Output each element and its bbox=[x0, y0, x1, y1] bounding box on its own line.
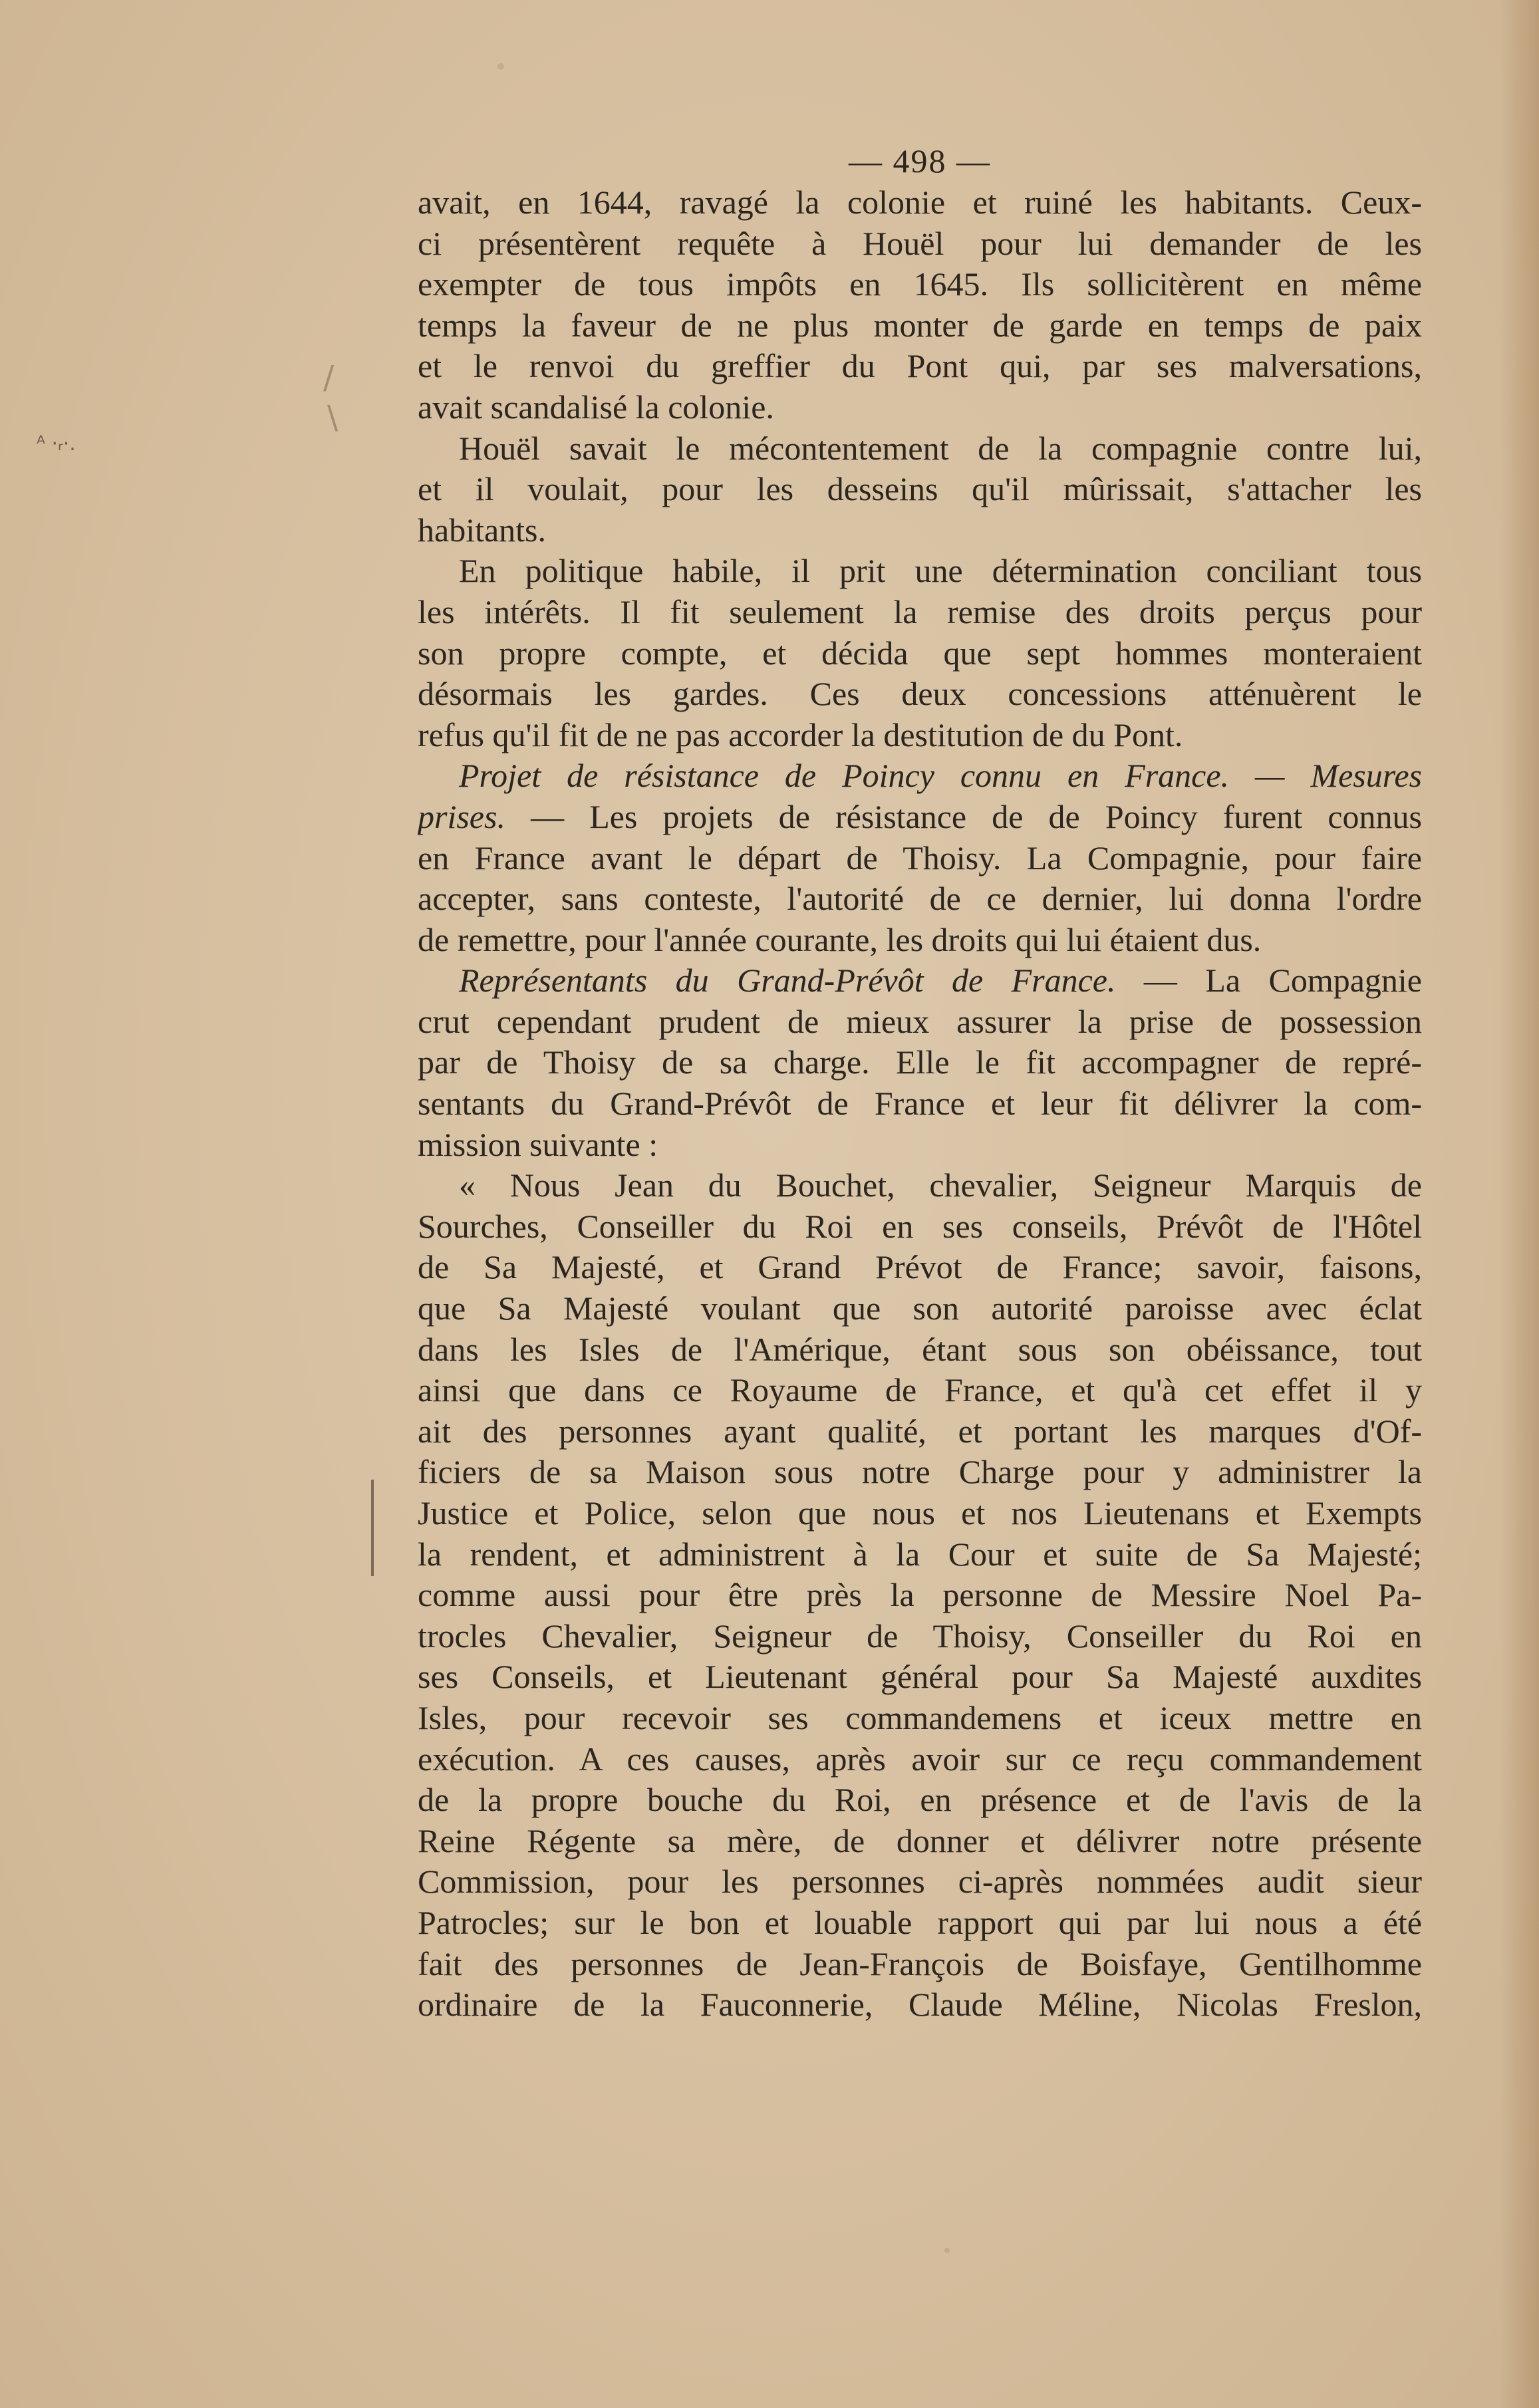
margin-pencil-mark: ᴬ ·ᵣ·. bbox=[37, 432, 76, 456]
page-edge-shadow bbox=[1499, 0, 1539, 2408]
text-run: — La Compagnie bbox=[1115, 962, 1422, 1000]
text-line: comme aussi pour être près la personne de Messire Noel Pa- bbox=[418, 1576, 1422, 1614]
section-heading-line bbox=[418, 755, 1422, 797]
text-line: dans les Isles de l'Amérique, étant sous son obéissance, tout bbox=[418, 1330, 1422, 1368]
text-line: ci présentèrent requête à Houël pour lui demander de les bbox=[418, 224, 1422, 262]
section-heading: Représentants du Grand-Prévôt de France. bbox=[459, 962, 1116, 1000]
margin-vertical-line bbox=[371, 1480, 374, 1576]
text-line: habitants. bbox=[418, 511, 547, 549]
text-line: fait des personnes de Jean-François de Boisfaye, Gentilhomme bbox=[418, 1944, 1422, 1982]
text-line: Patrocles; sur le bon et louable rapport qui par lui nous a été bbox=[418, 1903, 1422, 1941]
paper-stain bbox=[497, 63, 504, 70]
text-line: de la propre bouche du Roi, en présence et de l'avis de la bbox=[418, 1781, 1422, 1819]
text-line: crut cependant prudent de mieux assurer la prise de possession bbox=[418, 1002, 1422, 1040]
text-line: ait des personnes ayant qualité, et portant les marques d'Of- bbox=[418, 1412, 1422, 1450]
text-line: mission suivante : bbox=[418, 1125, 658, 1163]
text-line bbox=[418, 960, 1422, 1002]
paper-stain bbox=[944, 2248, 950, 2253]
text-line: ses Conseils, et Lieutenant général pour Sa Majesté auxdites bbox=[418, 1658, 1422, 1696]
margin-pencil-mark: / bbox=[323, 359, 335, 396]
text-line: par de Thoisy de sa charge. Elle le fit accompagner de repré- bbox=[418, 1043, 1422, 1081]
page-number: — 498 — bbox=[849, 142, 991, 180]
text-line bbox=[418, 797, 1422, 838]
text-line: de remettre, pour l'année courante, les droits qui lui étaient dus. bbox=[418, 920, 1262, 958]
text-line: désormais les gardes. Ces deux concessions atténuèrent le bbox=[418, 675, 1422, 713]
text-line: exempter de tous impôts en 1645. Ils sollicitèrent en même bbox=[418, 265, 1422, 303]
text-line: ficiers de sa Maison sous notre Charge pour y administrer la bbox=[418, 1453, 1422, 1491]
text-line: avait, en 1644, ravagé la colonie et ruiné les habitants. Ceux- bbox=[418, 184, 1422, 221]
text-line: son propre compte, et décida que sept hommes monteraient bbox=[418, 634, 1422, 672]
text-line: En politique habile, il prit une détermination conciliant tous bbox=[459, 552, 1422, 590]
text-line: en France avant le départ de Thoisy. La Compagnie, pour faire bbox=[418, 839, 1422, 876]
text-line: refus qu'il fit de ne pas accorder la destitution de du Pont. bbox=[418, 716, 1183, 753]
text-line: exécution. A ces causes, après avoir sur ce reçu commandement bbox=[418, 1740, 1422, 1778]
text-line: Justice et Police, selon que nous et nos Lieutenans et Exempts bbox=[418, 1494, 1422, 1532]
text-line: que Sa Majesté voulant que son autorité paroisse avec éclat bbox=[418, 1289, 1422, 1327]
text-line: Reine Régente sa mère, de donner et délivrer notre présente bbox=[418, 1821, 1422, 1859]
text-line: Isles, pour recevoir ses commandemens et iceux mettre en bbox=[418, 1698, 1422, 1736]
text-line: trocles Chevalier, Seigneur de Thoisy, Conseiller du Roi en bbox=[418, 1617, 1422, 1655]
text-line: « Nous Jean du Bouchet, chevalier, Seigneur Marquis de bbox=[459, 1166, 1422, 1204]
text-line: Houël savait le mécontentement de la compagnie contre lui, bbox=[459, 429, 1422, 467]
text-line: de Sa Majesté, et Grand Prévot de France; savoir, faisons, bbox=[418, 1248, 1422, 1286]
text-line: les intérêts. Il fit seulement la remise des droits perçus pour bbox=[418, 593, 1422, 630]
text-line: ainsi que dans ce Royaume de France, et qu'à cet effet il y bbox=[418, 1371, 1422, 1409]
margin-pencil-mark: \ bbox=[327, 399, 339, 436]
text-line: Sourches, Conseiller du Roi en ses conseils, Prévôt de l'Hôtel bbox=[418, 1207, 1422, 1245]
text-line: temps la faveur de ne plus monter de garde en temps de paix bbox=[418, 306, 1422, 344]
text-line: Commission, pour les personnes ci-après nommées audit sieur bbox=[418, 1863, 1422, 1901]
text-line: et le renvoi du greffier du Pont qui, par ses malversations, bbox=[418, 347, 1422, 385]
text-line: la rendent, et administrent à la Cour et suite de Sa Majesté; bbox=[418, 1535, 1422, 1573]
page-text bbox=[418, 141, 1422, 2026]
text-line: avait scandalisé la colonie. bbox=[418, 388, 774, 426]
text-line: sentants du Grand-Prévôt de France et leur fit délivrer la com- bbox=[418, 1085, 1422, 1123]
text-run: — Les projets de résistance de de Poincy furent connus bbox=[505, 797, 1422, 835]
text-line: accepter, sans conteste, l'autorité de ce dernier, lui donna l'ordre bbox=[418, 880, 1422, 918]
text-line: et il voulait, pour les desseins qu'il mûrissait, s'attacher les bbox=[418, 470, 1422, 508]
section-heading-cont: prises. bbox=[418, 797, 505, 835]
section-heading: Projet de résistance de Poincy connu en France. — Mesures bbox=[459, 757, 1422, 795]
text-line: ordinaire de la Fauconnerie, Claude Méline, Nicolas Freslon, bbox=[418, 1986, 1422, 2024]
